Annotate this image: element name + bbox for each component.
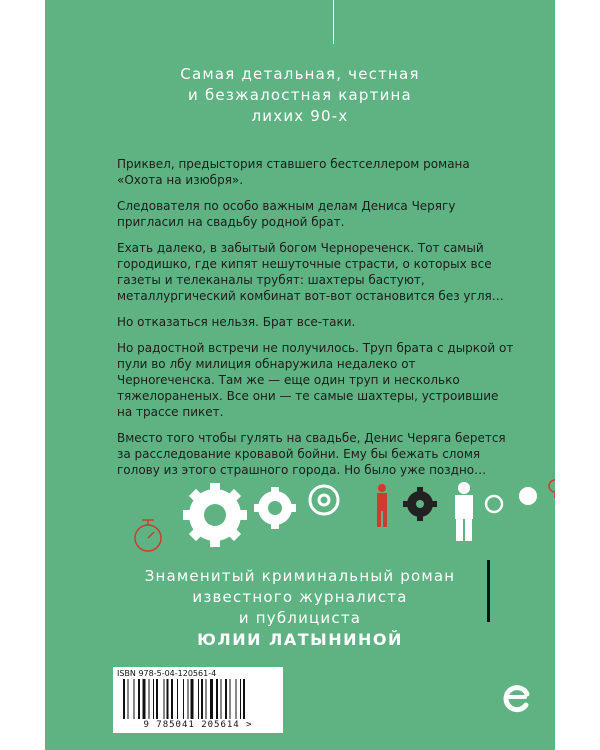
barcode-bar: [210, 679, 213, 719]
annotation-text: [117, 156, 517, 488]
barcode: [113, 667, 283, 733]
barcode-bar: [243, 679, 245, 719]
barcode-bars: [121, 679, 275, 719]
barcode-bar: [221, 679, 222, 719]
closing-line: и публициста: [238, 609, 362, 627]
barcode-bar: [156, 679, 158, 719]
barcode-bar: [177, 679, 178, 719]
barcode-bar: [123, 679, 125, 719]
paragraph: Вместо того чтобы гулять на свадьбе, Денис Черяга берется за расследование кровавой бойни. Ему бы бежать сломя голову из этого страшного города. Но было уже поздно…: [117, 431, 506, 477]
closing-statement: [45, 566, 555, 650]
barcode-bar: [183, 679, 184, 719]
paragraph: Ехать далеко, в забытый богом Чернореченск. Тот самый городишко, где кипят нешуточные страсти, о которых все газеты и телеканалы трубят: шахтеры бастуют, металлургический комбинат вот-вот остановится без угля…: [117, 241, 504, 303]
barcode-number: 9 785041 205614 >: [143, 720, 253, 730]
barcode-bar: [188, 679, 189, 719]
barcode-bar: [143, 679, 146, 719]
barcode-bar: [191, 679, 194, 719]
gear-outline-icon: [486, 496, 502, 512]
barcode-bar: [201, 679, 203, 719]
barcode-bar: [138, 679, 140, 719]
barcode-bar: [153, 679, 154, 719]
closing-line: Знаменитый криминальный роман: [144, 567, 456, 585]
gears-illustration: [90, 470, 555, 560]
gear-outline-icon: [310, 486, 338, 514]
paragraph: Приквел, предыстория ставшего бестселлером романа «Охота на изюбря».: [117, 157, 470, 187]
closing-line: известного журналиста: [192, 588, 408, 606]
stopwatch-icon: [135, 520, 161, 551]
isbn-label: ISBN 978-5-04-120561-4: [117, 669, 217, 678]
barcode-bar: [230, 679, 231, 719]
red-figure-icon: [377, 484, 387, 527]
vertical-accent-line: [487, 560, 490, 622]
paragraph: Но радостной встречи не получилось. Труп брата с дыркой от пули во лбу милиция обнаружила недалеко от Черноreченска. Там же — еще один труп и несколько тяжелораненых. Все они — те самые шахтеры, устроившие на трассе пикет.: [117, 341, 514, 419]
top-divider-line: [333, 0, 334, 44]
gear-icon: [254, 487, 296, 529]
barcode-bar: [240, 679, 241, 719]
barcode-bar: [164, 679, 165, 719]
barcode-bar: [198, 679, 199, 719]
gear-icon: [183, 483, 247, 547]
barcode-bar: [134, 679, 135, 719]
tagline-line: лихих 90-х: [251, 107, 349, 125]
author-name: ЮЛИИ ЛАТЫНИНОЙ: [197, 630, 403, 649]
barcode-bar: [216, 679, 218, 719]
barcode-bar: [206, 679, 207, 719]
tagline-line: Самая детальная, честная: [180, 65, 420, 83]
paragraph: Следователя по особо важным делам Дениса Черягу пригласил на свадьбу родной брат.: [117, 199, 456, 229]
barcode-bar: [128, 679, 129, 719]
barcode-bar: [225, 679, 227, 719]
book-back-cover: [45, 0, 555, 750]
barcode-bar: [236, 679, 237, 719]
barcode-bar: [171, 679, 173, 719]
tagline-line: и безжалостная картина: [188, 86, 412, 104]
tagline: [45, 64, 555, 127]
black-gear-icon: [403, 487, 437, 521]
paragraph: Но отказаться нельзя. Брат все-таки.: [117, 315, 356, 329]
barcode-bar: [167, 679, 169, 719]
lightbulb-icon: [549, 480, 555, 498]
barcode-bar: [149, 679, 150, 719]
publisher-logo-icon: [501, 682, 531, 716]
ball-icon: [519, 487, 537, 505]
white-figure-icon: [455, 482, 473, 541]
